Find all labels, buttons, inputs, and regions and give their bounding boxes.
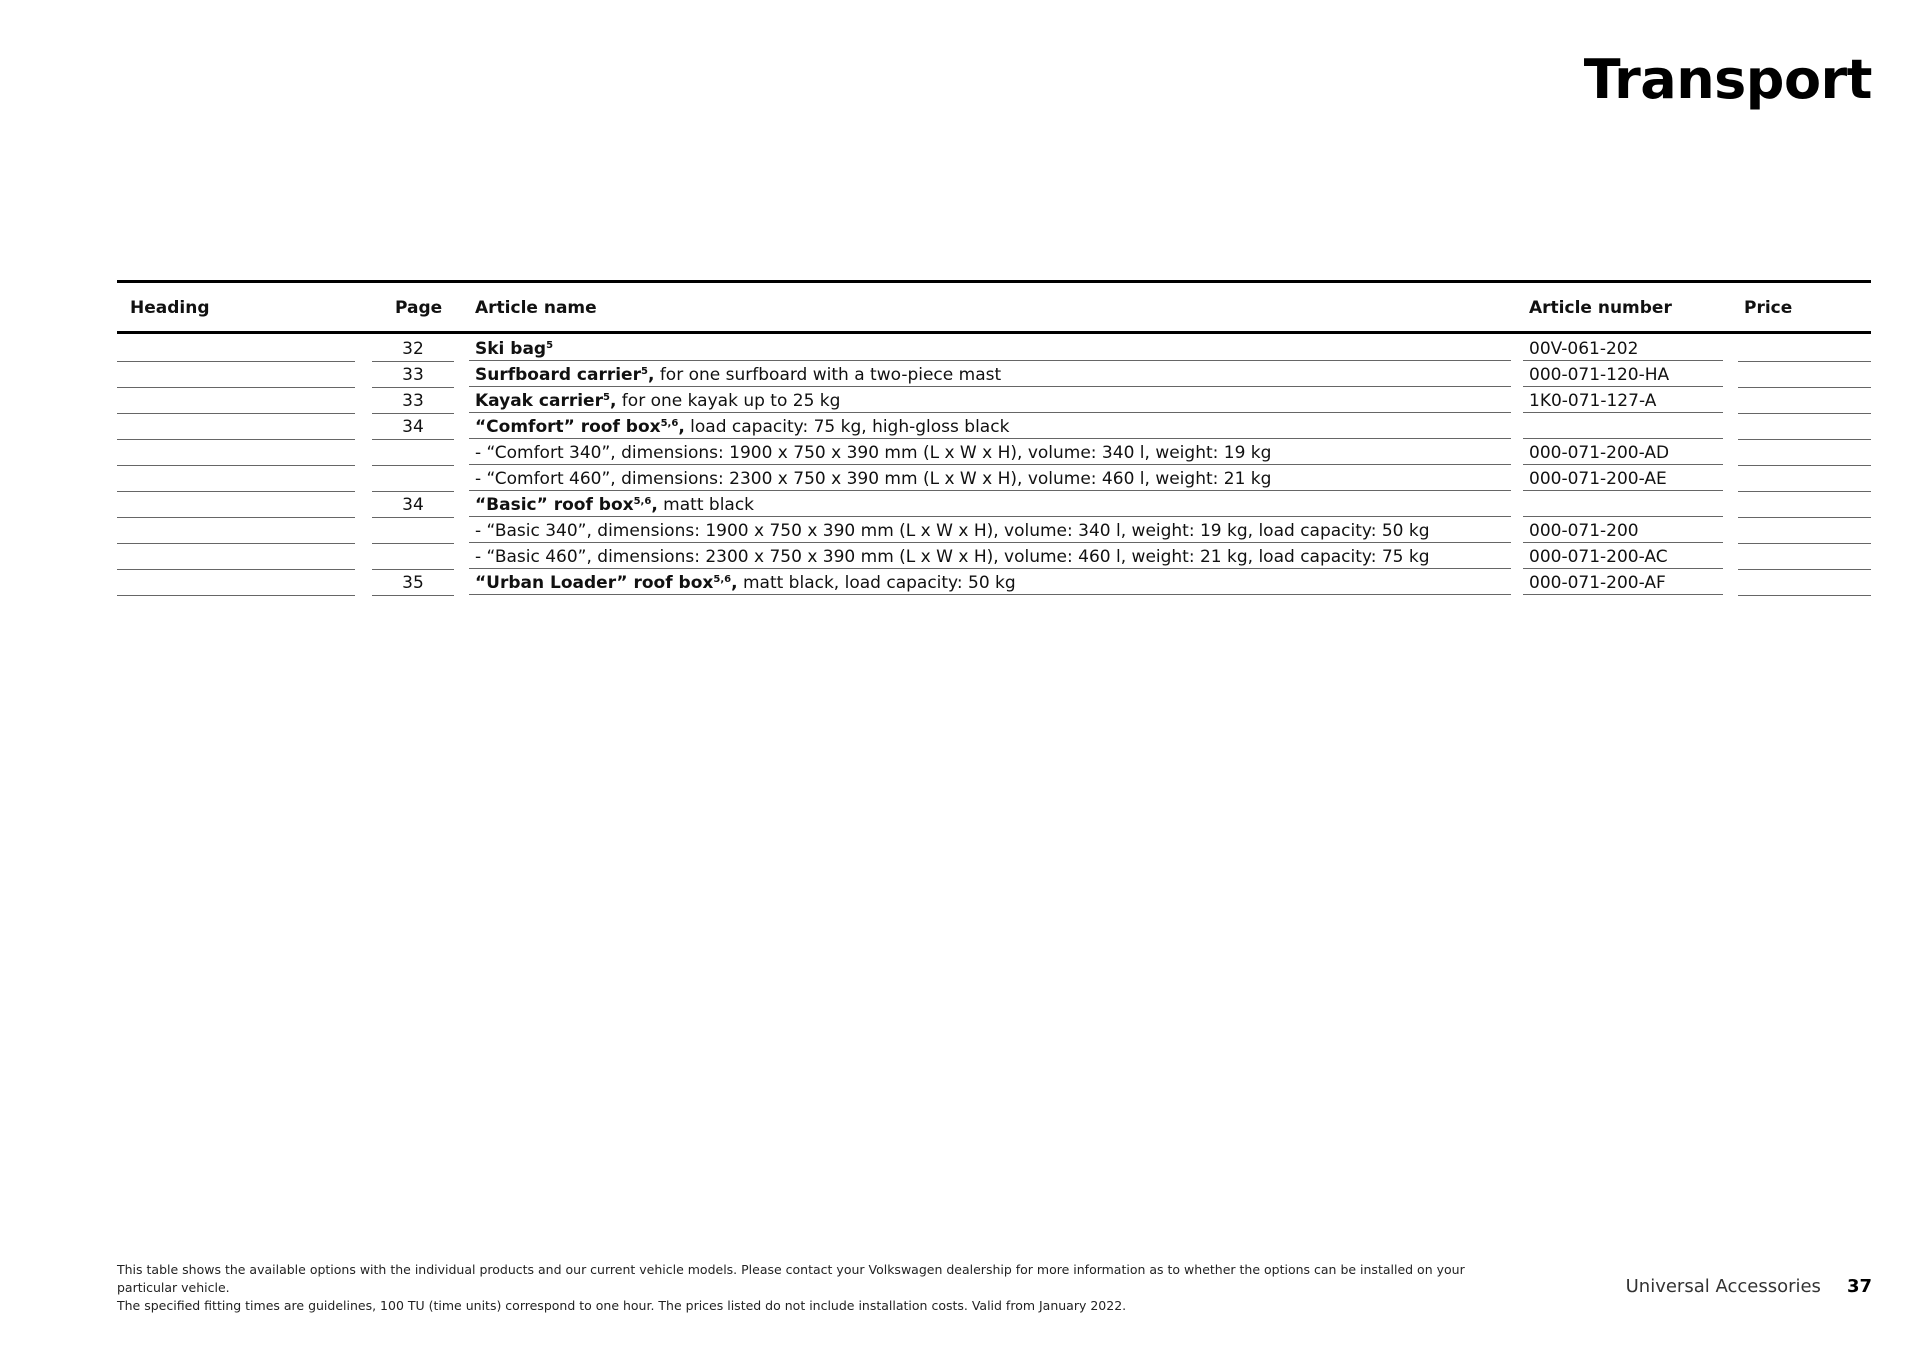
- article-name-text: for one kayak up to 25 kg: [616, 391, 841, 411]
- cell-article-name: [469, 389, 1511, 413]
- cell-heading: [117, 441, 355, 466]
- footnote-line-1: This table shows the available options with the individual products and our current vehicle models. Please contact your Volkswagen dealership for more information as to whether the options can be installed on your particular vehicle.: [117, 1262, 1465, 1295]
- cell-article-number: 000-071-200-AD: [1523, 441, 1723, 465]
- article-name-comma: ,: [731, 573, 738, 593]
- footnote-line-2: The specified fitting times are guidelines, 100 TU (time units) correspond to one hour. The prices listed do not include installation costs. Valid from January 2022.: [117, 1298, 1127, 1313]
- cell-article-name: [469, 571, 1511, 595]
- article-name-text: - “Basic 340”, dimensions: 1900 x 750 x 390 mm (L x W x H), volume: 340 l, weight: 19 kg, load capacity: 50 kg: [475, 521, 1430, 541]
- table-row: [117, 571, 1871, 597]
- cell-article-number: 000-071-200-AC: [1523, 545, 1723, 569]
- cell-heading: [117, 519, 355, 544]
- footer-section-name: Universal Accessories: [1625, 1276, 1821, 1297]
- cell-heading: [117, 493, 355, 518]
- cell-article-number: 00V-061-202: [1523, 337, 1723, 361]
- footnote: [117, 1261, 1517, 1315]
- table-body: [117, 334, 1871, 597]
- cell-heading: [117, 415, 355, 440]
- header-heading: Heading: [130, 298, 210, 318]
- table-row: [117, 441, 1871, 467]
- cell-page: [372, 519, 454, 544]
- article-name-text: for one surfboard with a two-piece mast: [654, 365, 1002, 385]
- cell-price: [1738, 493, 1871, 518]
- accessories-table: [117, 280, 1871, 597]
- cell-article-name: [469, 415, 1511, 439]
- article-name-bold: “Comfort” roof box: [475, 417, 661, 437]
- table-row: [117, 389, 1871, 415]
- table-row: [117, 493, 1871, 519]
- cell-page: 34: [372, 493, 454, 518]
- article-name-text: - “Comfort 460”, dimensions: 2300 x 750 x 390 mm (L x W x H), volume: 460 l, weight: 21 kg: [475, 469, 1272, 489]
- cell-price: [1738, 441, 1871, 466]
- cell-price: [1738, 389, 1871, 414]
- table-header-row: [117, 283, 1871, 331]
- header-page: Page: [395, 298, 443, 318]
- cell-article-name: [469, 519, 1511, 543]
- cell-page: 32: [372, 337, 454, 362]
- cell-heading: [117, 389, 355, 414]
- cell-page: [372, 441, 454, 466]
- article-name-bold: Kayak carrier: [475, 391, 603, 411]
- cell-article-number: 1K0-071-127-A: [1523, 389, 1723, 413]
- page-title: Transport: [1583, 48, 1872, 111]
- header-price: Price: [1744, 298, 1793, 318]
- footnote-reference: 5,6: [713, 574, 732, 585]
- cell-article-name: [469, 545, 1511, 569]
- cell-heading: [117, 337, 355, 362]
- article-name-bold: Ski bag: [475, 339, 547, 359]
- cell-price: [1738, 545, 1871, 570]
- header-article-name: Article name: [475, 298, 597, 318]
- table-row: [117, 519, 1871, 545]
- cell-heading: [117, 363, 355, 388]
- cell-page: 33: [372, 363, 454, 388]
- article-name-bold: “Urban Loader” roof box: [475, 573, 714, 593]
- cell-heading: [117, 545, 355, 570]
- cell-article-number: 000-071-120-HA: [1523, 363, 1723, 387]
- footnote-reference: 5,6: [633, 496, 652, 507]
- cell-article-number: 000-071-200-AF: [1523, 571, 1723, 595]
- article-name-comma: ,: [651, 495, 658, 515]
- cell-article-name: [469, 337, 1511, 361]
- table-row: [117, 363, 1871, 389]
- cell-article-name: [469, 363, 1511, 387]
- table-row: [117, 545, 1871, 571]
- article-name-comma: ,: [678, 417, 685, 437]
- cell-heading: [117, 571, 355, 596]
- page-footer: [1626, 1276, 1872, 1297]
- cell-page: [372, 545, 454, 570]
- article-name-bold: “Basic” roof box: [475, 495, 634, 515]
- article-name-text: - “Comfort 340”, dimensions: 1900 x 750 x 390 mm (L x W x H), volume: 340 l, weight: 19 kg: [475, 443, 1272, 463]
- article-name-text: load capacity: 75 kg, high-gloss black: [684, 417, 1010, 437]
- cell-heading: [117, 467, 355, 492]
- footnote-reference: 5,6: [660, 418, 679, 429]
- article-name-comma: ,: [647, 365, 655, 385]
- cell-article-name: [469, 467, 1511, 491]
- cell-price: [1738, 467, 1871, 492]
- cell-article-number: 000-071-200-AE: [1523, 467, 1723, 491]
- table-row: [117, 467, 1871, 493]
- article-name-text: matt black, load capacity: 50 kg: [737, 573, 1016, 593]
- table-row: [117, 415, 1871, 441]
- footnote-reference: 5: [640, 366, 648, 377]
- cell-price: [1738, 519, 1871, 544]
- cell-article-number: [1523, 493, 1723, 517]
- article-name-text: - “Basic 460”, dimensions: 2300 x 750 x 390 mm (L x W x H), volume: 460 l, weight: 21 kg, load capacity: 75 kg: [475, 547, 1430, 567]
- cell-article-number: 000-071-200: [1523, 519, 1723, 543]
- article-name-bold: Surfboard carrier: [475, 365, 641, 385]
- cell-price: [1738, 571, 1871, 596]
- cell-article-name: [469, 441, 1511, 465]
- header-article-number: Article number: [1529, 298, 1672, 318]
- table-row: [117, 337, 1871, 363]
- cell-price: [1738, 363, 1871, 388]
- cell-article-name: [469, 493, 1511, 517]
- cell-price: [1738, 337, 1871, 362]
- cell-article-number: [1523, 415, 1723, 439]
- footnote-reference: 5: [602, 392, 610, 403]
- article-name-text: matt black: [657, 495, 755, 515]
- article-name-comma: ,: [609, 391, 617, 411]
- footer-page-number: 37: [1846, 1276, 1872, 1297]
- cell-page: 35: [372, 571, 454, 596]
- footnote-reference: 5: [546, 340, 554, 351]
- cell-page: 33: [372, 389, 454, 414]
- cell-page: [372, 467, 454, 492]
- cell-price: [1738, 415, 1871, 440]
- cell-page: 34: [372, 415, 454, 440]
